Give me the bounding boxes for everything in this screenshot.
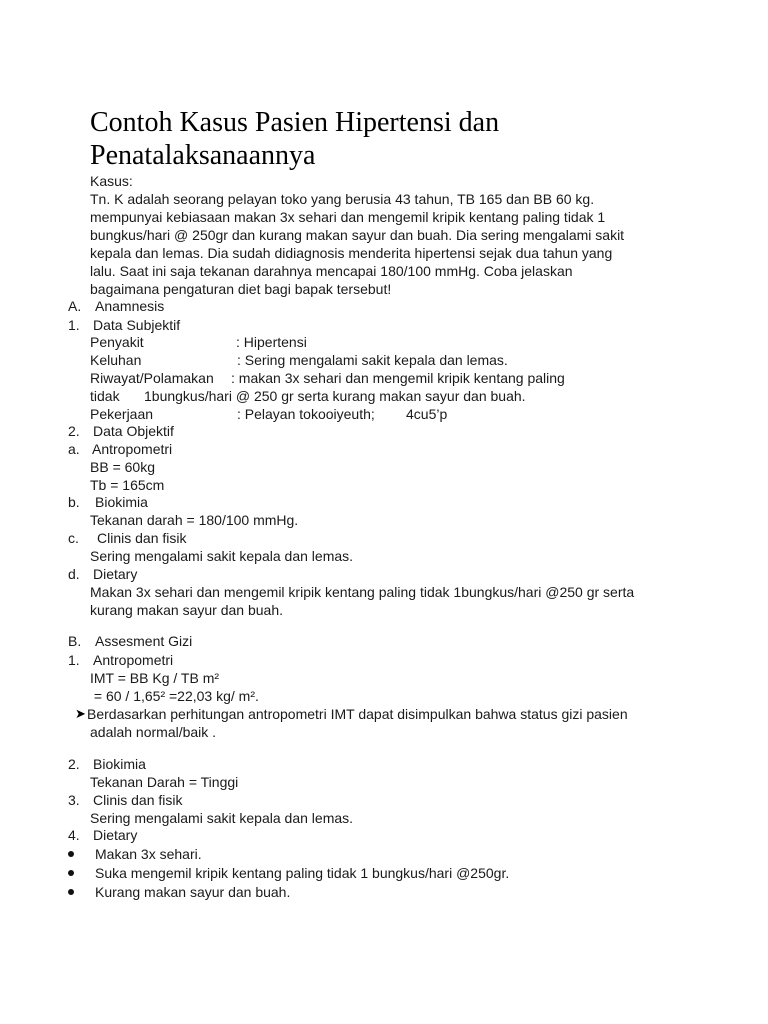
row-value-keluhan: : Sering mengalami sakit kepala dan lemas. [237, 352, 508, 368]
row-extra-pekerjaan: 4cu5’p [406, 406, 448, 422]
section-a-marker: A. [68, 298, 82, 314]
kasus-line: kepala dan lemas. Dia sudah didiagnosis menderita hipertensi sejak dua tahun yang [90, 245, 613, 261]
b-antropometri-heading: Antropometri [93, 652, 174, 668]
kasus-label: Kasus: [90, 173, 133, 189]
arrow-bullet-icon: ➤ [75, 706, 86, 721]
dietary-marker: d. [68, 566, 80, 582]
kasus-line: lalu. Saat ini saja tekanan darahnya mencapai 180/100 mmHg. Coba jelaskan [90, 263, 573, 279]
b-clinis-heading: Clinis dan fisik [93, 792, 183, 808]
bullet-icon [68, 870, 74, 876]
row-label-keluhan: Keluhan [90, 352, 142, 368]
page-title-line-2: Penatalaksanaannya [90, 140, 316, 171]
imt-formula: IMT = BB Kg / TB m² [90, 670, 220, 686]
row-label-riwayat: Riwayat/Polamakan [90, 370, 214, 386]
clinis-heading: Clinis dan fisik [97, 530, 187, 546]
biokimia-line: Tekanan darah = 180/100 mmHg. [90, 512, 299, 528]
antropometri-marker: a. [68, 441, 80, 457]
b-dietary-marker: 4. [68, 827, 80, 843]
row-label-tidak: tidak [90, 388, 120, 404]
conclusion-line: adalah normal/baik . [90, 724, 217, 740]
b-biokimia-line: Tekanan Darah = Tinggi [90, 774, 239, 790]
conclusion-line: Berdasarkan perhitungan antropometri IMT dapat disimpulkan bahwa status gizi pasien [87, 706, 628, 722]
biokimia-heading: Biokimia [95, 494, 148, 510]
objektif-heading: Data Objektif [93, 423, 174, 439]
subjektif-marker: 1. [68, 317, 80, 333]
kasus-line: Tn. K adalah seorang pelayan toko yang berusia 43 tahun, TB 165 dan BB 60 kg. [90, 191, 595, 207]
biokimia-marker: b. [68, 494, 80, 510]
antropometri-heading: Antropometri [92, 441, 173, 457]
antropometri-line: BB = 60kg [90, 459, 155, 475]
row-value-pekerjaan: : Pelayan tokooiyeuth; [237, 406, 375, 422]
b-clinis-line: Sering mengalami sakit kepala dan lemas. [90, 810, 354, 826]
b-antropometri-marker: 1. [68, 652, 80, 668]
section-b-heading: Assesment Gizi [95, 633, 193, 649]
dietary-bullet-item: Kurang makan sayur dan buah. [95, 884, 291, 900]
section-a-heading: Anamnesis [95, 298, 165, 314]
dietary-heading: Dietary [93, 566, 138, 582]
subjektif-heading: Data Subjektif [93, 317, 181, 333]
b-dietary-heading: Dietary [93, 827, 138, 843]
dietary-bullet-item: Suka mengemil kripik kentang paling tidak 1 bungkus/hari @250gr. [95, 865, 510, 881]
kasus-line: bungkus/hari @ 250gr dan kurang makan sayur dan buah. Dia sering mengalami sakit [90, 227, 625, 243]
row-value-tidak: 1bungkus/hari @ 250 gr serta kurang makan sayur dan buah. [144, 388, 526, 404]
b-clinis-marker: 3. [68, 792, 80, 808]
row-label-pekerjaan: Pekerjaan [90, 406, 154, 422]
section-b-marker: B. [68, 633, 82, 649]
dietary-line: Makan 3x sehari dan mengemil kripik kentang paling tidak 1bungkus/hari @250 gr serta [90, 584, 635, 600]
dietary-bullet-item: Makan 3x sehari. [95, 846, 202, 862]
row-label-penyakit: Penyakit [90, 334, 144, 350]
kasus-line: bagaimana pengaturan diet bagi bapak tersebut! [90, 281, 392, 297]
imt-result: = 60 / 1,65² =22,03 kg/ m². [90, 688, 259, 704]
dietary-line: kurang makan sayur dan buah. [90, 602, 284, 618]
b-biokimia-heading: Biokimia [93, 756, 146, 772]
b-biokimia-marker: 2. [68, 756, 80, 772]
bullet-icon [68, 851, 74, 857]
clinis-line: Sering mengalami sakit kepala dan lemas. [90, 548, 354, 564]
row-value-riwayat: : makan 3x sehari dan mengemil kripik kentang paling [231, 370, 565, 386]
objektif-marker: 2. [68, 423, 80, 439]
row-value-penyakit: : Hipertensi [236, 334, 307, 350]
antropometri-line: Tb = 165cm [90, 477, 165, 493]
bullet-icon [68, 889, 74, 895]
clinis-marker: c. [68, 530, 79, 546]
page-title-line-1: Contoh Kasus Pasien Hipertensi dan [90, 107, 500, 138]
kasus-line: mempunyai kebiasaan makan 3x sehari dan mengemil kripik kentang paling tidak 1 [90, 209, 606, 225]
